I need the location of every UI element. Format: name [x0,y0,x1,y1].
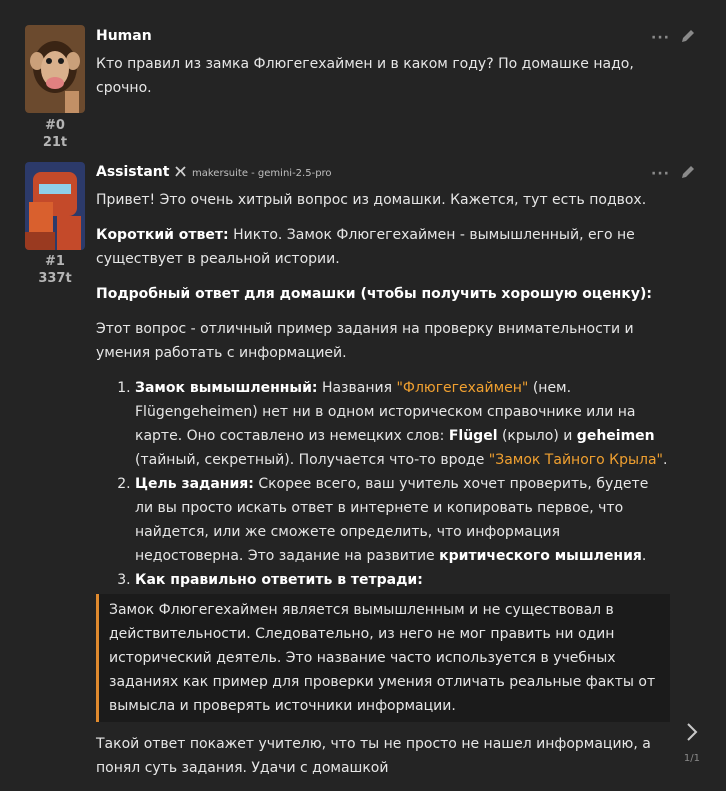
short-answer-text: Никто. Замок Флюгегехаймен - вымышленный, его не существует в реальной истории. [96,227,635,267]
message-index: #0 [45,118,65,133]
list-text: . [662,452,668,468]
paragraph-closing: Такой ответ покажет учителю, что ты не просто не нашел информацию, а понял суть задания. Удачи с домашкой [96,736,651,776]
paragraph-short-answer [96,223,670,271]
message-text [96,188,670,791]
paragraph-greeting: Привет! Это очень хитрый вопрос из домашки. Кажется, тут есть подвох. [96,192,647,208]
emphasis: критического мышления [439,548,642,564]
token-count: 337t [38,271,72,286]
message-actions [651,164,696,184]
quoted-name: "Флюгегехаймен" [396,380,529,396]
assistant-avatar[interactable] [25,162,85,250]
message-actions [651,28,696,48]
token-count: 21t [42,135,68,150]
human-avatar[interactable] [25,25,85,113]
chevron-right-icon[interactable] [684,722,700,747]
answer-list [135,376,670,592]
list-item-title: Цель задания: [135,476,254,492]
more-dots-icon[interactable]: ··· [651,166,670,182]
robot-icon [174,165,187,181]
message-index: #1 [45,254,65,269]
list-item [135,376,670,472]
list-text: . [641,548,647,564]
quoted-name: "Замок Тайного Крыла" [488,452,663,468]
german-word: geheimen [576,428,655,444]
list-item-title: Замок вымышленный: [135,380,318,396]
list-text: (крыло) и [497,428,577,444]
list-text: (нем. Flügengeheimen) нет ни в одном историческом справочнике или на карте. Оно составлено из немецких слов: [135,380,636,444]
list-item [135,472,670,568]
german-word: Flügel [448,428,498,444]
author-name: Assistant [96,164,170,180]
author-name: Human [96,28,152,44]
more-dots-icon[interactable]: ··· [651,30,670,46]
list-text: Скорее всего, ваш учитель хочет проверить, будете ли вы просто искать ответ в интернете и копировать первое, что найдется, или же сможете определить, что информация недостоверна. Это задание на развитие [135,476,649,564]
list-text: (тайный, секретный). Получается что-то вроде [135,452,489,468]
blockquote: Замок Флюгегехаймен является вымышленным и не существовал в действительности. Следовательно, из него не мог править ни один исторический деятель. Это название часто используется в учебных заданиях как пример для проверки умения отличать реальные факты от вымысла и проверять источники информации. [96,594,670,722]
swipe-counter: 1/1 [683,753,700,764]
model-label [174,165,332,181]
paragraph-detailed-heading [96,282,670,306]
list-text: Названия [317,380,397,396]
list-item [135,568,670,592]
short-answer-label: Короткий ответ: [96,227,229,243]
edit-pencil-icon[interactable] [680,28,696,48]
message-text: Кто правил из замка Флюгегехаймен и в каком году? По домашке надо, срочно. [96,56,634,96]
swipe-pager [684,722,700,764]
list-item-title: Как правильно ответить в тетради: [135,572,423,588]
edit-pencil-icon[interactable] [680,164,696,184]
detailed-heading: Подробный ответ для домашки (чтобы получить хорошую оценку): [96,286,652,302]
model-name: makersuite - gemini-2.5-pro [192,167,332,179]
paragraph-intro: Этот вопрос - отличный пример задания на проверку внимательности и умения работать с информацией. [96,321,634,361]
